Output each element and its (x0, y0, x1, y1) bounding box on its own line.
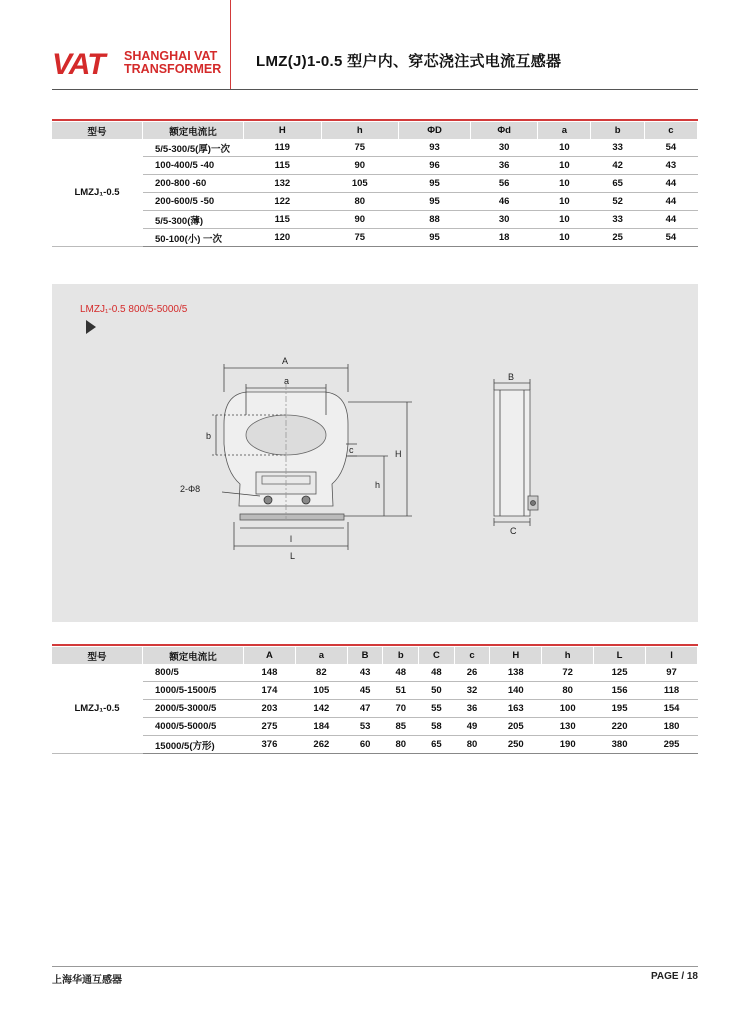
cell: 47 (347, 700, 383, 718)
cell: 184 (295, 718, 347, 736)
cell: 115 (244, 157, 322, 175)
dim-a-label: a (284, 376, 290, 386)
cell: 54 (644, 139, 697, 157)
cell: 163 (490, 700, 542, 718)
cell: 80 (454, 736, 490, 754)
cell: 380 (594, 736, 646, 754)
table1-header-row (52, 122, 698, 139)
ratio-cell: 2000/5-3000/5 (143, 700, 244, 718)
cell: 262 (295, 736, 347, 754)
drawing-title: LMZJ₁-0.5 800/5-5000/5 (80, 304, 188, 315)
cell: 118 (646, 682, 698, 700)
table2-model: LMZJ₁-0.5 (52, 664, 143, 754)
footer-rule (52, 966, 698, 967)
cell: 75 (321, 139, 399, 157)
cell: 85 (383, 718, 419, 736)
table1-col-b: b (591, 122, 644, 139)
table-row (52, 700, 698, 718)
ratio-cell: 50-100(小) 一次 (143, 229, 244, 247)
cell: 10 (538, 157, 591, 175)
cell: 18 (471, 229, 538, 247)
ratio-cell: 4000/5-5000/5 (143, 718, 244, 736)
cell: 142 (295, 700, 347, 718)
cell: 10 (538, 211, 591, 229)
cell: 190 (542, 736, 594, 754)
technical-drawing (52, 284, 698, 622)
ratio-cell: 200-800 -60 (143, 175, 244, 193)
page-title: LMZ(J)1-0.5 型户内、穿芯浇注式电流互感器 (256, 53, 562, 70)
dim-L-label: L (290, 551, 296, 561)
cell: 10 (538, 175, 591, 193)
cell: 88 (399, 211, 471, 229)
hole-label: 2-Φ8 (180, 484, 201, 494)
cell: 80 (383, 736, 419, 754)
table2-col-L: L (594, 647, 646, 664)
cell: 58 (419, 718, 455, 736)
table-row (52, 175, 698, 193)
cell: 26 (454, 664, 490, 682)
logo-line1: SHANGHAI VAT (124, 49, 218, 63)
ratio-cell: 200-600/5 -50 (143, 193, 244, 211)
cell: 45 (347, 682, 383, 700)
table2-col-A: A (244, 647, 296, 664)
table-row (52, 193, 698, 211)
cell: 54 (644, 229, 697, 247)
cell: 55 (419, 700, 455, 718)
table2-col-model: 型号 (52, 647, 143, 664)
side-view (494, 379, 538, 526)
table1-model: LMZJ₁-0.5 (52, 139, 143, 247)
cell: 48 (383, 664, 419, 682)
cell: 138 (490, 664, 542, 682)
ratio-cell: 5/5-300(薄) (143, 211, 244, 229)
cell: 65 (419, 736, 455, 754)
cell: 100 (542, 700, 594, 718)
dim-B-label: B (508, 372, 515, 382)
cell: 105 (295, 682, 347, 700)
cell: 203 (244, 700, 296, 718)
cell: 44 (644, 175, 697, 193)
cell: 95 (399, 175, 471, 193)
cell: 97 (646, 664, 698, 682)
table-row (52, 139, 698, 157)
cell: 32 (454, 682, 490, 700)
table-row (52, 229, 698, 247)
cell: 43 (644, 157, 697, 175)
table2-col-a: a (295, 647, 347, 664)
table1-col-D: ΦD (399, 122, 471, 139)
cell: 44 (644, 211, 697, 229)
table2-col-C: C (419, 647, 455, 664)
cell: 90 (321, 211, 399, 229)
table2-col-H: H (490, 647, 542, 664)
table2-col-l: l (646, 647, 698, 664)
cell: 130 (542, 718, 594, 736)
table2-col-ratio: 额定电流比 (143, 647, 244, 664)
cell: 72 (542, 664, 594, 682)
table1-col-H: H (244, 122, 322, 139)
cell: 33 (591, 139, 644, 157)
cell: 56 (471, 175, 538, 193)
table1-top-rule (52, 119, 698, 121)
table2-col-B: B (347, 647, 383, 664)
cell: 154 (646, 700, 698, 718)
table-row (52, 682, 698, 700)
logo-mark: VAT (52, 48, 105, 81)
table1-col-a: a (538, 122, 591, 139)
cell: 43 (347, 664, 383, 682)
cell: 376 (244, 736, 296, 754)
cell: 10 (538, 193, 591, 211)
table-row (52, 736, 698, 754)
cell: 82 (295, 664, 347, 682)
dim-H-label: H (395, 449, 402, 459)
cell: 52 (591, 193, 644, 211)
table-row (52, 664, 698, 682)
logo-text (124, 50, 221, 76)
cell: 93 (399, 139, 471, 157)
dim-C-label: C (510, 526, 517, 536)
cell: 132 (244, 175, 322, 193)
table2-col-b: b (383, 647, 419, 664)
cell: 140 (490, 682, 542, 700)
cell: 156 (594, 682, 646, 700)
cell: 30 (471, 211, 538, 229)
cell: 119 (244, 139, 322, 157)
cell: 80 (542, 682, 594, 700)
spec-table-1 (52, 122, 698, 247)
cell: 105 (321, 175, 399, 193)
cell: 46 (471, 193, 538, 211)
cell: 120 (244, 229, 322, 247)
cell: 95 (399, 193, 471, 211)
table1-col-c: c (644, 122, 697, 139)
cell: 95 (399, 229, 471, 247)
ratio-cell: 100-400/5 -40 (143, 157, 244, 175)
ratio-cell: 15000/5(方形) (143, 736, 244, 754)
ratio-cell: 800/5 (143, 664, 244, 682)
cell: 122 (244, 193, 322, 211)
header-divider (230, 0, 231, 90)
cell: 51 (383, 682, 419, 700)
table1-col-h: h (321, 122, 399, 139)
cell: 275 (244, 718, 296, 736)
cell: 44 (644, 193, 697, 211)
cell: 220 (594, 718, 646, 736)
cell: 33 (591, 211, 644, 229)
table-row (52, 718, 698, 736)
page-number: PAGE / 18 (650, 971, 698, 982)
cell: 10 (538, 139, 591, 157)
front-view (212, 364, 412, 550)
dim-b-label: b (206, 431, 212, 441)
cell: 205 (490, 718, 542, 736)
cell: 10 (538, 229, 591, 247)
cell: 125 (594, 664, 646, 682)
cell: 49 (454, 718, 490, 736)
cell: 195 (594, 700, 646, 718)
dim-c-label: c (349, 445, 354, 455)
table1-col-model: 型号 (52, 122, 143, 139)
table-row (52, 157, 698, 175)
cell: 30 (471, 139, 538, 157)
cell: 174 (244, 682, 296, 700)
footer-company: 上海华通互感器 (52, 975, 122, 986)
table1-col-ratio: 额定电流比 (143, 122, 244, 139)
ratio-cell: 5/5-300/5(厚)一次 (143, 139, 244, 157)
cell: 36 (454, 700, 490, 718)
cell: 48 (419, 664, 455, 682)
dim-A-label: A (282, 356, 289, 366)
cell: 295 (646, 736, 698, 754)
table2-top-rule (52, 644, 698, 646)
table2-col-c: c (454, 647, 490, 664)
cell: 96 (399, 157, 471, 175)
cell: 75 (321, 229, 399, 247)
table1-col-d: Φd (471, 122, 538, 139)
cell: 60 (347, 736, 383, 754)
logo-line2: TRANSFORMER (124, 62, 222, 76)
table-row (52, 211, 698, 229)
drawing-panel (52, 284, 698, 622)
cell: 53 (347, 718, 383, 736)
cell: 42 (591, 157, 644, 175)
table2-header-row (52, 647, 698, 664)
dim-h-label: h (375, 480, 381, 490)
cell: 25 (591, 229, 644, 247)
ratio-cell: 1000/5-1500/5 (143, 682, 244, 700)
header-rule (52, 89, 698, 90)
cell: 90 (321, 157, 399, 175)
table2-col-h: h (542, 647, 594, 664)
spec-table-2 (52, 647, 698, 754)
cell: 65 (591, 175, 644, 193)
cell: 148 (244, 664, 296, 682)
dim-l-label: l (290, 534, 292, 544)
cell: 115 (244, 211, 322, 229)
cell: 180 (646, 718, 698, 736)
cell: 70 (383, 700, 419, 718)
cell: 36 (471, 157, 538, 175)
cell: 50 (419, 682, 455, 700)
cell: 250 (490, 736, 542, 754)
cell: 80 (321, 193, 399, 211)
